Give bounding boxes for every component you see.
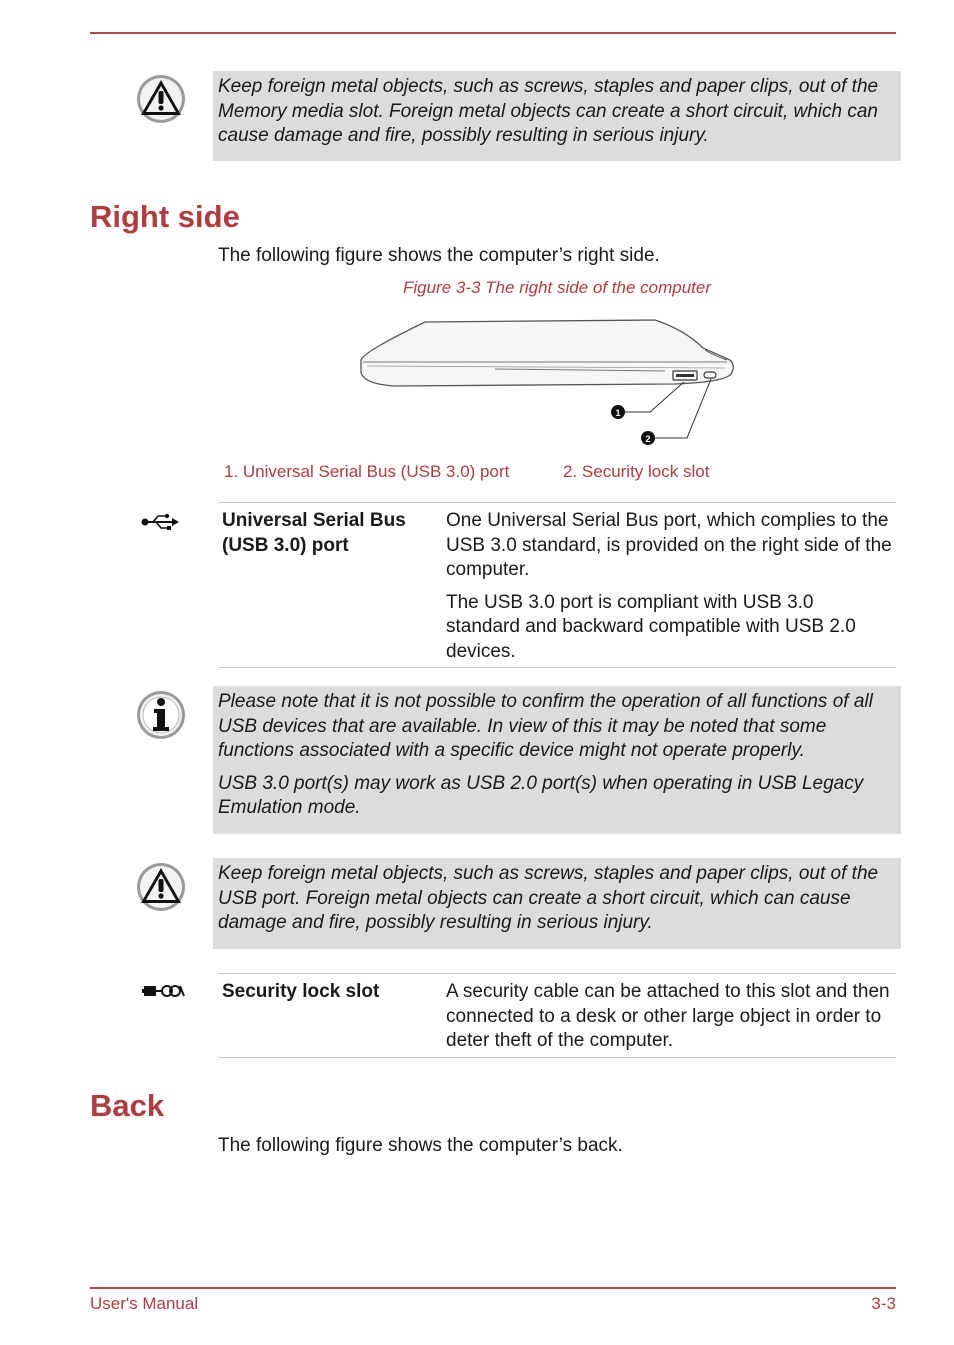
- warning-memory-callout: [213, 71, 901, 161]
- security-lock-term: Security lock slot: [222, 981, 380, 1002]
- usb-info-text-1: Please note that it is not possible to confirm the operation of all functions of all USB devices that are available. In view of this it may be noted that some functions associated with a specific device might not operate properly.: [218, 691, 873, 761]
- callout-1: [611, 405, 625, 419]
- info-icon: [136, 690, 186, 740]
- security-lock-desc: A security cable can be attached to this slot and then connected to a desk or other large object in order to deter theft of the computer.: [446, 981, 890, 1051]
- security-lock-description: [446, 980, 892, 1054]
- warning-icon: [136, 862, 186, 912]
- warning-usb-callout: [213, 858, 901, 949]
- figure-label-usb: 1. Universal Serial Bus (USB 3.0) port: [224, 462, 510, 481]
- right-side-intro: The following figure shows the computer’s right side.: [218, 245, 660, 266]
- warning-icon: [136, 74, 186, 124]
- figure-label-security-lock: 2. Security lock slot: [563, 462, 710, 481]
- security-lock-icon: [142, 982, 186, 1000]
- usb-port-term: Universal Serial Bus (USB 3.0) port: [222, 510, 406, 556]
- right-side-heading: Right side: [90, 199, 240, 234]
- header-rule: [90, 32, 896, 34]
- back-heading: Back: [90, 1088, 165, 1123]
- usb-port-description: [446, 509, 892, 664]
- warning-usb-text: Keep foreign metal objects, such as screws, staples and paper clips, out of the USB port. Foreign metal objects can create a short circuit, which can cause damage and fire, possibly resulting in serious injury.: [218, 863, 879, 933]
- callout-2: [641, 431, 655, 445]
- footer-page-number: 3-3: [871, 1294, 896, 1313]
- usb-icon: [140, 512, 180, 532]
- svg-text:1: 1: [615, 408, 621, 418]
- usb-port-entry: [218, 502, 896, 668]
- figure-caption: Figure 3-3 The right side of the computer: [402, 278, 712, 297]
- usb-info-text-2: USB 3.0 port(s) may work as USB 2.0 port(s) when operating in USB Legacy Emulation mode.: [218, 772, 864, 818]
- svg-text:2: 2: [645, 434, 651, 444]
- back-intro: The following figure shows the computer’s back.: [218, 1135, 623, 1156]
- footer-rule: [90, 1287, 896, 1289]
- right-side-laptop-illustration: [355, 316, 745, 448]
- warning-memory-text: Keep foreign metal objects, such as screws, staples and paper clips, out of the Memory media slot. Foreign metal objects can create a short circuit, which can cause damage and fire, possibly resulting in serious injury.: [218, 76, 879, 146]
- footer-manual-title: User's Manual: [90, 1294, 199, 1313]
- usb-port-desc-2: The USB 3.0 port is compliant with USB 3.0 standard and backward compatible with USB 2.0 devices.: [446, 591, 856, 662]
- security-lock-entry: [218, 973, 896, 1058]
- usb-info-callout: [213, 686, 901, 834]
- usb-port-desc-1: One Universal Serial Bus port, which complies to the USB 3.0 standard, is provided on the right side of the computer.: [446, 510, 892, 580]
